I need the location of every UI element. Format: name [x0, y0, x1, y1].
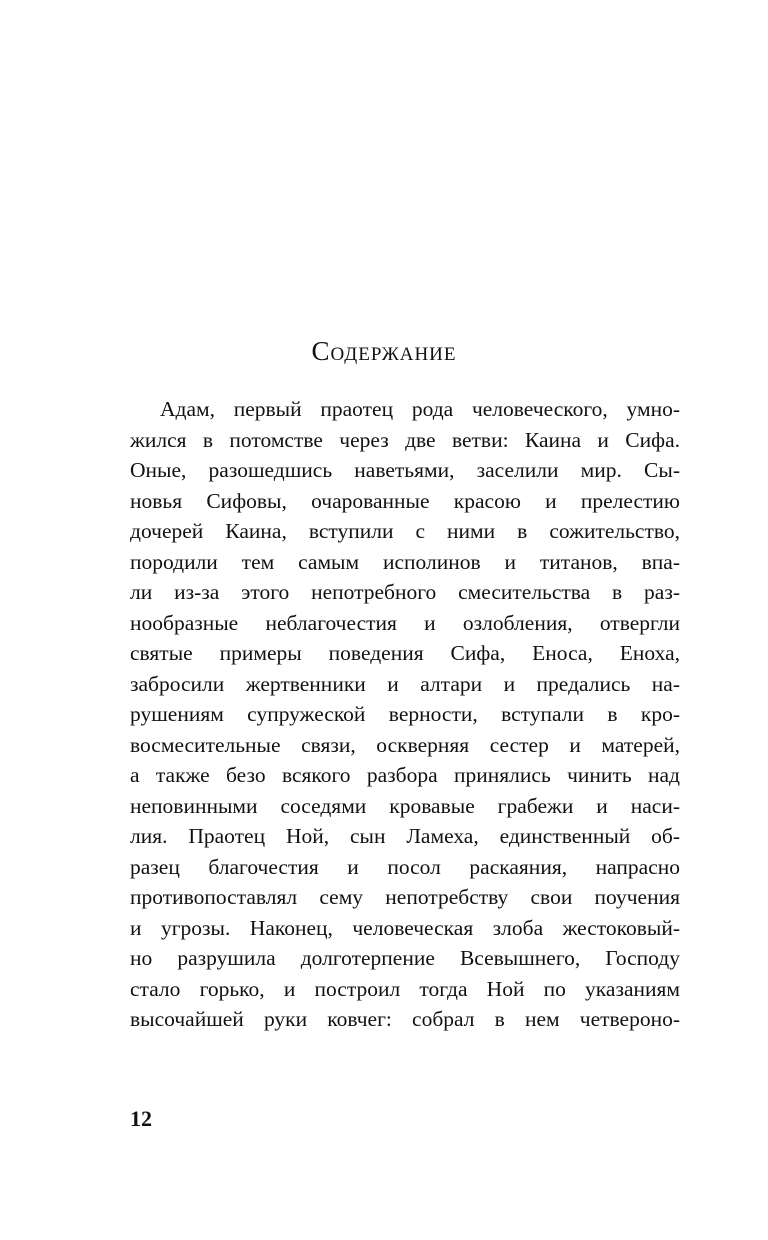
text-line: жился в потомстве через две ветви: Каина и Сифа.: [130, 427, 680, 452]
page-number: 12: [130, 1106, 152, 1131]
text-line: противопоставлял сему непотребству свои поучения: [130, 885, 680, 909]
text-line: породили тем самым исполинов и титанов, впа-: [130, 549, 680, 574]
text-line: восмесительные связи, оскверняя сестер и матерей,: [130, 732, 680, 757]
text-line: святые примеры поведения Сифа, Еноса, Еноха,: [130, 641, 680, 665]
text-line: и угрозы. Наконец, человеческая злоба жестоковый-: [130, 915, 680, 940]
text-line: ли из-за этого непотребного смесительства в раз-: [130, 580, 680, 604]
text-line: рушениям супружеской верности, вступали в кро-: [130, 702, 680, 726]
text-line: неповинными соседями кровавые грабежи и наси-: [130, 793, 680, 818]
text-line: новья Сифовы, очарованные красою и прелестию: [130, 488, 680, 513]
text-line: высочайшей руки ковчег: собрал в нем четвероно-: [130, 1007, 680, 1031]
text-line: Оные, разошедшись наветьями, заселили мир. Сы-: [130, 458, 680, 482]
body-paragraph: [130, 394, 680, 1035]
text-line: забросили жертвенники и алтари и предались на-: [130, 671, 680, 696]
text-line: нообразные неблагочестия и озлобления, отвергли: [130, 610, 680, 635]
text-line: Адам, первый праотец рода человеческого, умно-: [160, 397, 680, 421]
text-line: разец благочестия и посол раскаяния, напрасно: [130, 854, 680, 879]
text-line: дочерей Каина, вступили с ними в сожительство,: [130, 519, 680, 543]
section-heading: Содержание: [311, 336, 457, 366]
text-line: а также безо всякого разбора принялись чинить над: [130, 763, 680, 787]
text-line: лия. Праотец Ной, сын Ламеха, единственный об-: [130, 824, 680, 848]
text-line: но разрушила долготерпение Всевышнего, Господу: [130, 946, 680, 970]
text-line: стало горько, и построил тогда Ной по указаниям: [130, 976, 680, 1001]
